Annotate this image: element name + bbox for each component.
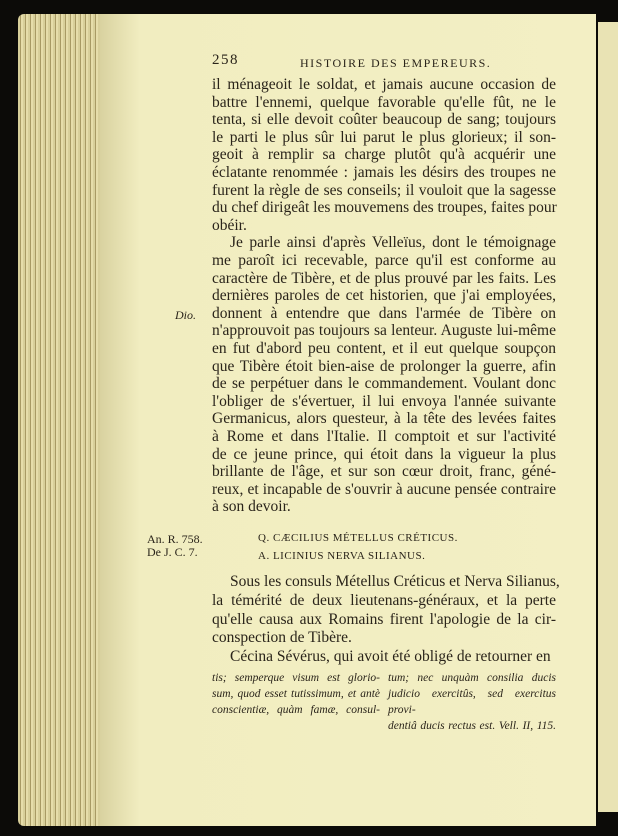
text-line: que Tibère étoit bien-aise de prolonger la guerre, afin xyxy=(212,357,556,375)
text-line: à Rome et dans l'Italie. Il comptoit et sur l'activité xyxy=(212,428,556,445)
text-line: battre l'ennemi, quelque favorable qu'elle fût, ne le xyxy=(212,93,556,111)
text-line: Germanicus, alors questeur, à la tête des levées faites xyxy=(212,410,556,428)
text-line: Cécina Sévérus, qui avoit été obligé de retourner en xyxy=(230,648,551,666)
consul-1: Q. CÆCILIUS MÉTELLUS CRÉTICUS. xyxy=(258,532,458,544)
text-line: de se perpétuer dans le commandement. Voulant donc xyxy=(212,375,556,393)
footnote-line: sum, quod esset tutissimum, et antè xyxy=(212,688,380,700)
text-line: Sous les consuls Métellus Créticus et Nerva Silianus, xyxy=(230,573,560,590)
footnote-line: tis; semperque visum est glorio- xyxy=(212,672,380,684)
page-number: 258 xyxy=(212,52,239,68)
text-line: de ce jeune prince, qui étoit dans la vigueur la plus xyxy=(212,445,556,463)
text-line: la témérité de deux lieutenans-généraux, et la perte xyxy=(212,591,556,609)
text-line: conspection de Tibère. xyxy=(212,629,352,647)
text-line: l'obliger de s'évertuer, il lui envoya l'année suivante xyxy=(212,392,556,410)
margin-note-source: Dio. xyxy=(175,308,196,322)
text-line: éclatante renommée : jamais les désirs des troupes ne xyxy=(212,164,556,181)
margin-note-year-ad: De J. C. 7. xyxy=(147,545,198,559)
text-line: reux, et incapable de s'ouvrir à aucune pensée contraire xyxy=(212,480,556,498)
footnote-line: dentiâ ducis rectus est. Vell. II, 115. xyxy=(388,720,556,732)
text-line: caractère de Tibère, et de plus prouvé par les faits. Les xyxy=(212,269,556,287)
text-line: obéir. xyxy=(212,216,247,234)
margin-note-year-rome: An. R. 758. xyxy=(147,532,203,546)
footnote-line: judicio exercitûs, sed exercitus provi- xyxy=(388,688,556,716)
text-line: il ménageoit le soldat, et jamais aucune occasion de xyxy=(212,76,556,93)
text-line: furent la règle de ses conseils; il vouloit que la sagesse xyxy=(212,181,556,199)
text-line: le parti le plus sûr lui parut le plus glorieux; il son- xyxy=(212,128,556,146)
text-line: geoit à remplir sa charge plutôt qu'à acquérir une xyxy=(212,146,556,164)
text-line: Je parle ainsi d'après Velleïus, dont le témoignage xyxy=(230,234,556,252)
footnote-left xyxy=(212,670,380,718)
running-title: HISTOIRE DES EMPEREURS. xyxy=(300,56,492,70)
facing-page-edge xyxy=(598,22,618,812)
text-line: à son devoir. xyxy=(212,498,291,516)
text-line: tenta, si elle devoit coûter beaucoup de sang; toujours xyxy=(212,111,556,129)
footnote-line: conscientiæ, quàm famæ, consul- xyxy=(212,704,380,716)
page-edges xyxy=(18,14,108,826)
text-line: donnent à entendre que dans l'armée de Tibère on xyxy=(212,304,556,322)
text-line: n'approuvoit pas toujours sa lenteur. Auguste lui-même xyxy=(212,322,556,340)
footnote-right xyxy=(388,670,556,734)
consul-2: A. LICINIUS NERVA SILIANUS. xyxy=(258,550,426,562)
text-line: en fut d'abord peu content, et il eut quelque soupçon xyxy=(212,340,556,357)
text-line: brillante de l'âge, et sur son cœur droit, franc, géné- xyxy=(212,463,556,481)
text-line: dernières paroles de cet historien, que j'ai employées, xyxy=(212,287,556,305)
text-line: du chef dirigeât les mouvemens des troupes, faites pour xyxy=(212,199,557,217)
text-line: me paroît ici recevable, parce qu'il est conforme au xyxy=(212,252,556,269)
text-line: qu'elle causa aux Romains firent l'apologie de la cir- xyxy=(212,610,556,628)
footnote-line: tum; nec unquàm consilia ducis xyxy=(388,672,556,684)
